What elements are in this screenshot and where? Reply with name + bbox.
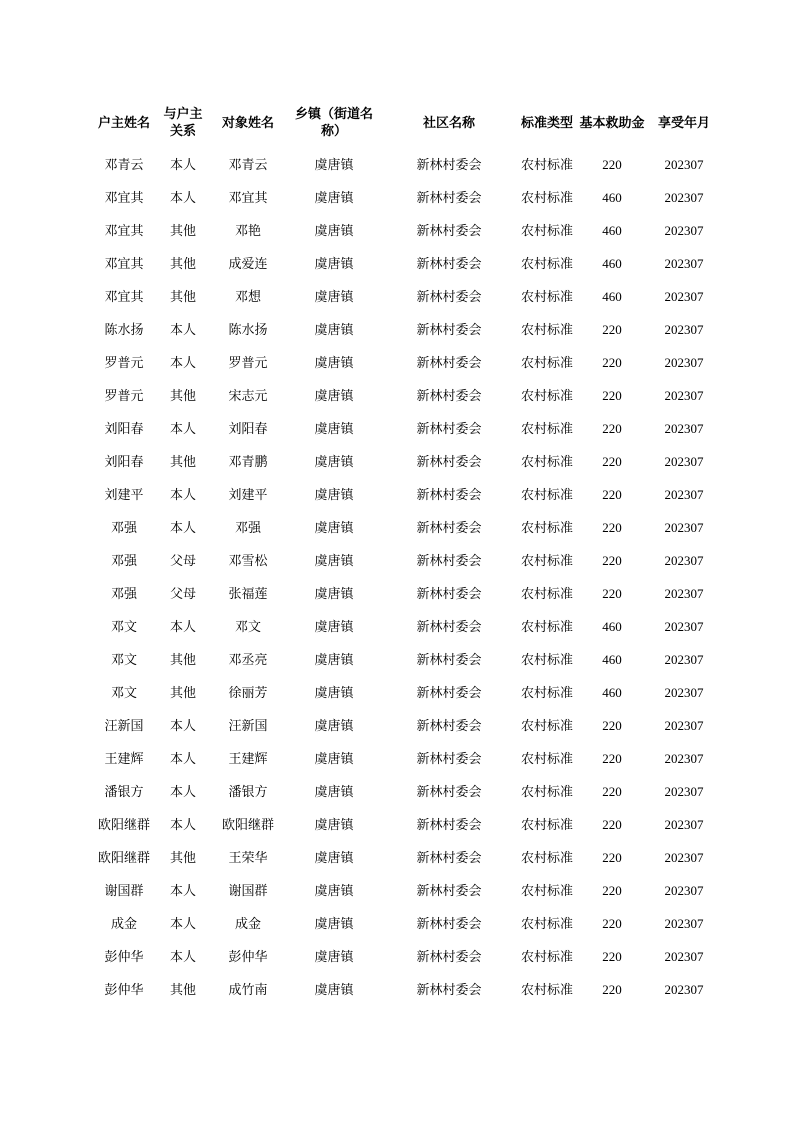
cell-community_name: 新林村委会 bbox=[416, 222, 482, 238]
cell-standard_type: 农村标准 bbox=[520, 552, 573, 568]
cell-standard_type: 农村标准 bbox=[520, 783, 573, 799]
cell-person_name: 邓宜其 bbox=[228, 189, 268, 205]
cell-household_head: 邓强 bbox=[110, 519, 137, 535]
column-header-basic_assistance_amount: 基本救助金 bbox=[579, 114, 645, 130]
cell-town_street: 虞唐镇 bbox=[314, 453, 354, 469]
cell-town_street: 虞唐镇 bbox=[314, 684, 354, 700]
cell-relation_to_head: 本人 bbox=[169, 354, 196, 370]
cell-household_head: 邓强 bbox=[110, 585, 137, 601]
cell-town_street: 虞唐镇 bbox=[314, 816, 354, 832]
cell-basic_assistance_amount: 460 bbox=[602, 684, 622, 700]
table-header bbox=[88, 96, 718, 148]
cell-benefit_year_month: 202307 bbox=[664, 717, 704, 733]
cell-person_name: 成金 bbox=[234, 915, 261, 931]
cell-benefit_year_month: 202307 bbox=[664, 618, 704, 634]
cell-person_name: 谢国群 bbox=[228, 882, 268, 898]
cell-household_head: 刘阳春 bbox=[104, 453, 144, 469]
cell-person_name: 成爱连 bbox=[228, 255, 268, 271]
cell-town_street: 虞唐镇 bbox=[314, 288, 354, 304]
cell-community_name: 新林村委会 bbox=[416, 255, 482, 271]
table-row bbox=[88, 247, 718, 280]
cell-household_head: 谢国群 bbox=[104, 882, 144, 898]
cell-household_head: 欧阳继群 bbox=[97, 849, 150, 865]
cell-basic_assistance_amount: 220 bbox=[602, 354, 622, 370]
cell-basic_assistance_amount: 460 bbox=[602, 222, 622, 238]
cell-benefit_year_month: 202307 bbox=[664, 750, 704, 766]
cell-household_head: 邓文 bbox=[110, 651, 137, 667]
cell-standard_type: 农村标准 bbox=[520, 519, 573, 535]
cell-standard_type: 农村标准 bbox=[520, 189, 573, 205]
cell-community_name: 新林村委会 bbox=[416, 519, 482, 535]
cell-community_name: 新林村委会 bbox=[416, 816, 482, 832]
cell-basic_assistance_amount: 460 bbox=[602, 618, 622, 634]
assistance-records-table bbox=[88, 96, 718, 1006]
cell-relation_to_head: 本人 bbox=[169, 717, 196, 733]
table-row bbox=[88, 544, 718, 577]
cell-basic_assistance_amount: 220 bbox=[602, 717, 622, 733]
cell-household_head: 潘银方 bbox=[104, 783, 144, 799]
cell-household_head: 成金 bbox=[110, 915, 137, 931]
cell-household_head: 邓强 bbox=[110, 552, 137, 568]
cell-standard_type: 农村标准 bbox=[520, 651, 573, 667]
cell-relation_to_head: 其他 bbox=[169, 981, 196, 997]
cell-benefit_year_month: 202307 bbox=[664, 552, 704, 568]
cell-community_name: 新林村委会 bbox=[416, 420, 482, 436]
cell-person_name: 宋志元 bbox=[228, 387, 268, 403]
cell-town_street: 虞唐镇 bbox=[314, 849, 354, 865]
cell-person_name: 邓青云 bbox=[228, 156, 268, 172]
cell-relation_to_head: 本人 bbox=[169, 750, 196, 766]
cell-household_head: 彭仲华 bbox=[104, 981, 144, 997]
table-row bbox=[88, 742, 718, 775]
cell-relation_to_head: 其他 bbox=[169, 849, 196, 865]
cell-community_name: 新林村委会 bbox=[416, 552, 482, 568]
cell-standard_type: 农村标准 bbox=[520, 750, 573, 766]
cell-basic_assistance_amount: 220 bbox=[602, 816, 622, 832]
cell-town_street: 虞唐镇 bbox=[314, 651, 354, 667]
cell-basic_assistance_amount: 220 bbox=[602, 948, 622, 964]
cell-community_name: 新林村委会 bbox=[416, 189, 482, 205]
cell-household_head: 邓青云 bbox=[104, 156, 144, 172]
cell-standard_type: 农村标准 bbox=[520, 882, 573, 898]
cell-person_name: 刘建平 bbox=[228, 486, 268, 502]
cell-standard_type: 农村标准 bbox=[520, 618, 573, 634]
cell-standard_type: 农村标准 bbox=[520, 255, 573, 271]
cell-basic_assistance_amount: 220 bbox=[602, 882, 622, 898]
cell-benefit_year_month: 202307 bbox=[664, 321, 704, 337]
cell-relation_to_head: 父母 bbox=[169, 585, 196, 601]
cell-basic_assistance_amount: 220 bbox=[602, 849, 622, 865]
cell-relation_to_head: 其他 bbox=[169, 651, 196, 667]
cell-community_name: 新林村委会 bbox=[416, 981, 482, 997]
cell-standard_type: 农村标准 bbox=[520, 717, 573, 733]
cell-basic_assistance_amount: 460 bbox=[602, 255, 622, 271]
table-row bbox=[88, 709, 718, 742]
cell-person_name: 罗普元 bbox=[228, 354, 268, 370]
table-row bbox=[88, 478, 718, 511]
column-header-person_name: 对象姓名 bbox=[221, 114, 274, 130]
table-row bbox=[88, 973, 718, 1006]
cell-household_head: 王建辉 bbox=[104, 750, 144, 766]
cell-relation_to_head: 本人 bbox=[169, 519, 196, 535]
cell-person_name: 邓艳 bbox=[234, 222, 261, 238]
table-row bbox=[88, 610, 718, 643]
cell-benefit_year_month: 202307 bbox=[664, 453, 704, 469]
cell-community_name: 新林村委会 bbox=[416, 717, 482, 733]
cell-benefit_year_month: 202307 bbox=[664, 651, 704, 667]
cell-town_street: 虞唐镇 bbox=[314, 387, 354, 403]
table-row bbox=[88, 148, 718, 181]
cell-basic_assistance_amount: 220 bbox=[602, 453, 622, 469]
cell-benefit_year_month: 202307 bbox=[664, 420, 704, 436]
cell-relation_to_head: 其他 bbox=[169, 222, 196, 238]
cell-standard_type: 农村标准 bbox=[520, 684, 573, 700]
cell-relation_to_head: 其他 bbox=[169, 255, 196, 271]
cell-basic_assistance_amount: 220 bbox=[602, 420, 622, 436]
table-row bbox=[88, 214, 718, 247]
cell-community_name: 新林村委会 bbox=[416, 453, 482, 469]
cell-relation_to_head: 本人 bbox=[169, 420, 196, 436]
cell-household_head: 邓宜其 bbox=[104, 222, 144, 238]
cell-town_street: 虞唐镇 bbox=[314, 585, 354, 601]
cell-relation_to_head: 本人 bbox=[169, 783, 196, 799]
cell-basic_assistance_amount: 220 bbox=[602, 552, 622, 568]
cell-person_name: 彭仲华 bbox=[228, 948, 268, 964]
cell-household_head: 邓宜其 bbox=[104, 189, 144, 205]
cell-town_street: 虞唐镇 bbox=[314, 321, 354, 337]
cell-household_head: 邓文 bbox=[110, 618, 137, 634]
column-header-town_street: 乡镇（街道名称） bbox=[294, 106, 373, 138]
cell-household_head: 邓宜其 bbox=[104, 255, 144, 271]
cell-relation_to_head: 本人 bbox=[169, 948, 196, 964]
cell-town_street: 虞唐镇 bbox=[314, 618, 354, 634]
cell-town_street: 虞唐镇 bbox=[314, 717, 354, 733]
cell-basic_assistance_amount: 220 bbox=[602, 486, 622, 502]
cell-community_name: 新林村委会 bbox=[416, 585, 482, 601]
cell-basic_assistance_amount: 220 bbox=[602, 585, 622, 601]
table-row bbox=[88, 445, 718, 478]
cell-town_street: 虞唐镇 bbox=[314, 222, 354, 238]
cell-standard_type: 农村标准 bbox=[520, 420, 573, 436]
cell-community_name: 新林村委会 bbox=[416, 684, 482, 700]
cell-benefit_year_month: 202307 bbox=[664, 915, 704, 931]
cell-standard_type: 农村标准 bbox=[520, 486, 573, 502]
cell-town_street: 虞唐镇 bbox=[314, 948, 354, 964]
cell-town_street: 虞唐镇 bbox=[314, 189, 354, 205]
cell-relation_to_head: 本人 bbox=[169, 915, 196, 931]
cell-community_name: 新林村委会 bbox=[416, 750, 482, 766]
cell-community_name: 新林村委会 bbox=[416, 915, 482, 931]
table-row bbox=[88, 280, 718, 313]
cell-community_name: 新林村委会 bbox=[416, 651, 482, 667]
cell-relation_to_head: 本人 bbox=[169, 321, 196, 337]
cell-community_name: 新林村委会 bbox=[416, 288, 482, 304]
cell-benefit_year_month: 202307 bbox=[664, 189, 704, 205]
cell-town_street: 虞唐镇 bbox=[314, 519, 354, 535]
cell-basic_assistance_amount: 220 bbox=[602, 915, 622, 931]
cell-person_name: 王建辉 bbox=[228, 750, 268, 766]
cell-benefit_year_month: 202307 bbox=[664, 519, 704, 535]
table-row bbox=[88, 643, 718, 676]
cell-standard_type: 农村标准 bbox=[520, 222, 573, 238]
cell-benefit_year_month: 202307 bbox=[664, 948, 704, 964]
cell-basic_assistance_amount: 220 bbox=[602, 783, 622, 799]
cell-benefit_year_month: 202307 bbox=[664, 816, 704, 832]
cell-basic_assistance_amount: 220 bbox=[602, 156, 622, 172]
column-header-relation_to_head: 与户主关系 bbox=[163, 106, 203, 138]
cell-person_name: 邓强 bbox=[234, 519, 261, 535]
table-row bbox=[88, 346, 718, 379]
cell-benefit_year_month: 202307 bbox=[664, 387, 704, 403]
table-row bbox=[88, 775, 718, 808]
cell-standard_type: 农村标准 bbox=[520, 849, 573, 865]
cell-household_head: 彭仲华 bbox=[104, 948, 144, 964]
cell-standard_type: 农村标准 bbox=[520, 387, 573, 403]
cell-benefit_year_month: 202307 bbox=[664, 255, 704, 271]
cell-household_head: 邓宜其 bbox=[104, 288, 144, 304]
cell-benefit_year_month: 202307 bbox=[664, 288, 704, 304]
cell-household_head: 陈水扬 bbox=[104, 321, 144, 337]
table-row bbox=[88, 940, 718, 973]
cell-basic_assistance_amount: 460 bbox=[602, 288, 622, 304]
cell-community_name: 新林村委会 bbox=[416, 354, 482, 370]
cell-basic_assistance_amount: 220 bbox=[602, 519, 622, 535]
cell-standard_type: 农村标准 bbox=[520, 981, 573, 997]
cell-town_street: 虞唐镇 bbox=[314, 420, 354, 436]
cell-town_street: 虞唐镇 bbox=[314, 255, 354, 271]
cell-standard_type: 农村标准 bbox=[520, 948, 573, 964]
cell-person_name: 邓丞亮 bbox=[228, 651, 268, 667]
cell-benefit_year_month: 202307 bbox=[664, 222, 704, 238]
cell-relation_to_head: 其他 bbox=[169, 684, 196, 700]
table-row bbox=[88, 181, 718, 214]
cell-benefit_year_month: 202307 bbox=[664, 981, 704, 997]
cell-person_name: 汪新国 bbox=[228, 717, 268, 733]
cell-town_street: 虞唐镇 bbox=[314, 156, 354, 172]
cell-standard_type: 农村标准 bbox=[520, 915, 573, 931]
cell-relation_to_head: 其他 bbox=[169, 387, 196, 403]
cell-household_head: 汪新国 bbox=[104, 717, 144, 733]
cell-person_name: 邓青鹏 bbox=[228, 453, 268, 469]
table-row bbox=[88, 808, 718, 841]
cell-person_name: 邓雪松 bbox=[228, 552, 268, 568]
cell-person_name: 陈水扬 bbox=[228, 321, 268, 337]
cell-person_name: 欧阳继群 bbox=[221, 816, 274, 832]
cell-town_street: 虞唐镇 bbox=[314, 750, 354, 766]
column-header-community_name: 社区名称 bbox=[422, 114, 475, 130]
cell-town_street: 虞唐镇 bbox=[314, 981, 354, 997]
cell-benefit_year_month: 202307 bbox=[664, 849, 704, 865]
table-row bbox=[88, 412, 718, 445]
cell-person_name: 张福莲 bbox=[228, 585, 268, 601]
cell-standard_type: 农村标准 bbox=[520, 321, 573, 337]
header-row bbox=[88, 96, 718, 148]
cell-relation_to_head: 本人 bbox=[169, 816, 196, 832]
cell-household_head: 罗普元 bbox=[104, 354, 144, 370]
cell-person_name: 王荣华 bbox=[228, 849, 268, 865]
cell-basic_assistance_amount: 460 bbox=[602, 651, 622, 667]
cell-town_street: 虞唐镇 bbox=[314, 552, 354, 568]
cell-standard_type: 农村标准 bbox=[520, 354, 573, 370]
cell-community_name: 新林村委会 bbox=[416, 882, 482, 898]
cell-household_head: 刘阳春 bbox=[104, 420, 144, 436]
cell-relation_to_head: 本人 bbox=[169, 882, 196, 898]
table-row bbox=[88, 841, 718, 874]
cell-basic_assistance_amount: 220 bbox=[602, 981, 622, 997]
cell-community_name: 新林村委会 bbox=[416, 387, 482, 403]
cell-basic_assistance_amount: 220 bbox=[602, 387, 622, 403]
cell-relation_to_head: 父母 bbox=[169, 552, 196, 568]
table-row bbox=[88, 676, 718, 709]
cell-standard_type: 农村标准 bbox=[520, 288, 573, 304]
cell-town_street: 虞唐镇 bbox=[314, 783, 354, 799]
cell-benefit_year_month: 202307 bbox=[664, 882, 704, 898]
column-header-standard_type: 标准类型 bbox=[520, 114, 573, 130]
cell-community_name: 新林村委会 bbox=[416, 486, 482, 502]
cell-relation_to_head: 本人 bbox=[169, 486, 196, 502]
table-row bbox=[88, 874, 718, 907]
cell-community_name: 新林村委会 bbox=[416, 783, 482, 799]
cell-person_name: 刘阳春 bbox=[228, 420, 268, 436]
cell-relation_to_head: 本人 bbox=[169, 189, 196, 205]
cell-relation_to_head: 其他 bbox=[169, 453, 196, 469]
table-body bbox=[88, 148, 718, 1006]
cell-person_name: 邓想 bbox=[234, 288, 261, 304]
cell-town_street: 虞唐镇 bbox=[314, 354, 354, 370]
cell-household_head: 邓文 bbox=[110, 684, 137, 700]
cell-standard_type: 农村标准 bbox=[520, 156, 573, 172]
cell-person_name: 成竹南 bbox=[228, 981, 268, 997]
cell-community_name: 新林村委会 bbox=[416, 849, 482, 865]
cell-town_street: 虞唐镇 bbox=[314, 486, 354, 502]
table-row bbox=[88, 577, 718, 610]
cell-household_head: 欧阳继群 bbox=[97, 816, 150, 832]
cell-person_name: 潘银方 bbox=[228, 783, 268, 799]
cell-community_name: 新林村委会 bbox=[416, 156, 482, 172]
cell-basic_assistance_amount: 220 bbox=[602, 750, 622, 766]
cell-household_head: 刘建平 bbox=[104, 486, 144, 502]
cell-relation_to_head: 其他 bbox=[169, 288, 196, 304]
cell-community_name: 新林村委会 bbox=[416, 618, 482, 634]
cell-standard_type: 农村标准 bbox=[520, 453, 573, 469]
table-row bbox=[88, 511, 718, 544]
cell-benefit_year_month: 202307 bbox=[664, 354, 704, 370]
cell-community_name: 新林村委会 bbox=[416, 321, 482, 337]
table-row bbox=[88, 313, 718, 346]
table-row bbox=[88, 379, 718, 412]
table-row bbox=[88, 907, 718, 940]
cell-standard_type: 农村标准 bbox=[520, 816, 573, 832]
cell-benefit_year_month: 202307 bbox=[664, 156, 704, 172]
cell-household_head: 罗普元 bbox=[104, 387, 144, 403]
cell-benefit_year_month: 202307 bbox=[664, 684, 704, 700]
cell-relation_to_head: 本人 bbox=[169, 156, 196, 172]
cell-community_name: 新林村委会 bbox=[416, 948, 482, 964]
cell-standard_type: 农村标准 bbox=[520, 585, 573, 601]
cell-basic_assistance_amount: 460 bbox=[602, 189, 622, 205]
column-header-household_head: 户主姓名 bbox=[97, 114, 150, 130]
cell-basic_assistance_amount: 220 bbox=[602, 321, 622, 337]
cell-benefit_year_month: 202307 bbox=[664, 486, 704, 502]
cell-relation_to_head: 本人 bbox=[169, 618, 196, 634]
cell-benefit_year_month: 202307 bbox=[664, 585, 704, 601]
cell-benefit_year_month: 202307 bbox=[664, 783, 704, 799]
column-header-benefit_year_month: 享受年月 bbox=[657, 114, 710, 130]
cell-person_name: 徐丽芳 bbox=[228, 684, 268, 700]
cell-person_name: 邓文 bbox=[234, 618, 261, 634]
cell-town_street: 虞唐镇 bbox=[314, 882, 354, 898]
cell-town_street: 虞唐镇 bbox=[314, 915, 354, 931]
